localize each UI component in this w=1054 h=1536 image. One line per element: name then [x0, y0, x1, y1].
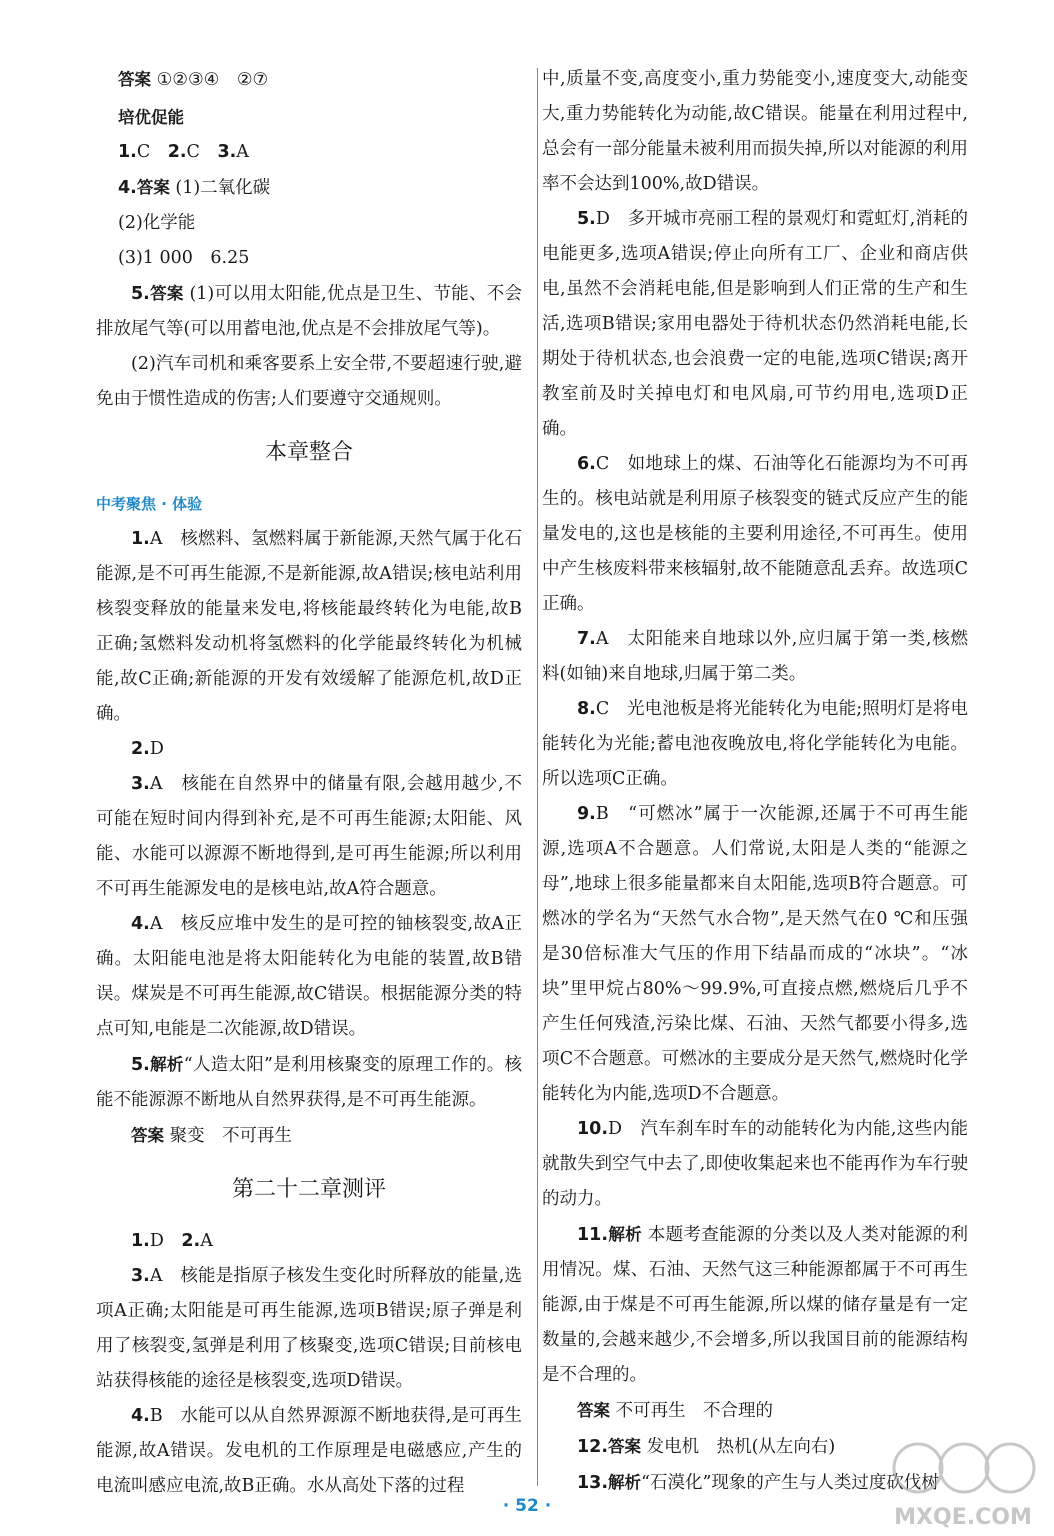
test-answer-4: 4.B 水能可以从自然界源源不断地获得,是可再生能源,故A错误。发电机的工作原理是电磁感应,产生的电流叫感应电流,故B正确。水从高处下落的过程	[96, 1406, 522, 1496]
test-answer-3: 3.A 核能是指原子核发生变化时所释放的能量,选项A正确;太阳能是可再生能源,选项B错误;原子弹是利用了核裂变,氢弹是利用了核聚变,选项C错误;目前核电站获得核能的途径是核裂变,选项D错误。	[96, 1266, 522, 1391]
test-answer-11: 11.解析 本题考查能源的分类以及人类对能源的利用情况。煤、石油、天然气这三种能源都属于不可再生能源,由于煤是不可再生能源,所以煤的储存量是有一定数量的,会越来越少,不会增多,所以我国目前的能源结构是不合理的。	[542, 1225, 969, 1385]
answer-5: 5.答案 (1)可以用太阳能,优点是卫生、节能、不会排放尾气等(可以用蓄电池,优点是不会排放尾气等)。	[96, 284, 523, 339]
watermark-text: MXQE.COM	[894, 1505, 1032, 1530]
answer-4-3: (3)1 000 6.25	[118, 248, 250, 268]
answer-5-2: (2)汽车司机和乘客要系上安全带,不要超速行驶,避免由于惯性造成的伤害;人们要遵守交通规则。	[96, 354, 522, 409]
focus-answer-4: 4.A 核反应堆中发生的是可控的铀核裂变,故A正确。太阳能电池是将太阳能转化为电能的装置,故B错误。煤炭是不可再生能源,故C错误。根据能源分类的特点可知,电能是二次能源,故D错误。	[96, 914, 522, 1039]
test-answer-8: 8.C 光电池板是将光能转化为电能;照明灯是将电能转化为光能;蓄电池夜晚放电,将化学能转化为电能。所以选项C正确。	[542, 699, 968, 789]
answer-4: 4.答案 (1)二氧化碳	[118, 178, 271, 198]
focus-section-title: 中考聚焦 · 体验	[96, 495, 203, 513]
test-answers-1-2: 1.D 2.A	[131, 1231, 213, 1251]
test-answer-9: 9.B “可燃冰”属于一次能源,还属于不可再生能源,选项A不合题意。人们常说,太阳是人类的“能源之母”,地球上很多能量都来自太阳能,选项B符合题意。可燃冰的学名为“天然气水合物”,是天然气在0 ℃和压强是30倍标准大气压的作用下结晶而成的“冰块”。“冰块”里甲烷占80%～99.9%,可直接点燃,燃烧后几乎不产生任何残渣,污染比煤、石油、天然气都要小得多,选项C不合题意。可燃冰的主要成分是天然气,燃烧时化学能转化为内能,选项D不合题意。	[542, 804, 968, 1104]
right-column	[542, 62, 968, 1501]
test-answer-12: 12.答案 发电机 热机(从左向右)	[577, 1437, 836, 1457]
chapter-title-test: 第二十二章测评	[231, 1177, 386, 1202]
focus-answer-3: 3.A 核能在自然界中的储量有限,会越用越少,不可能在短时间内得到补充,是不可再生能源;太阳能、风能、水能可以源源不断地得到,是可再生能源;所以利用不可再生能源发电的是核电站,故A符合题意。	[96, 774, 522, 899]
answer-4-2: (2)化学能	[118, 213, 196, 233]
test-answer-11-final: 答案 不可再生 不合理的	[577, 1401, 774, 1421]
top-answer: 答案 ①②③④ ②⑦	[118, 70, 269, 90]
test-answer-5: 5.D 多开城市亮丽工程的景观灯和霓虹灯,消耗的电能更多,选项A错误;停止向所有工厂、企业和商店供电,虽然不会消耗电能,但是影响到人们正常的生产和生活,选项B错误;家用电器处于待机状态仍然消耗电能,长期处于待机状态,也会浪费一定的电能,选项C错误;离开教室前及时关掉电灯和电风扇,可节约用电,选项D正确。	[542, 209, 968, 439]
test-answer-4-continued: 中,质量不变,高度变小,重力势能变小,速度变大,动能变大,重力势能转化为动能,故C错误。能量在利用过程中,总会有一部分能量未被利用而损失掉,所以对能源的利用率不会达到100%,故D错误。	[542, 69, 968, 194]
chapter-title-summary: 本章整合	[264, 440, 353, 465]
column-divider	[537, 68, 538, 1486]
focus-answer-2: 2.D	[131, 739, 164, 759]
test-answer-10: 10.D 汽车刹车时车的动能转化为内能,这些内能就散失到空气中去了,即使收集起来也不能再作为车行驶的动力。	[542, 1119, 968, 1209]
test-answer-13: 13.解析“石漠化”现象的产生与人类过度砍伐树	[577, 1473, 939, 1493]
focus-answer-1: 1.A 核燃料、氢燃料属于新能源,天然气属于化石能源,是不可再生能源,不是新能源,故A错误;核电站利用核裂变释放的能量来发电,将核能最终转化为电能,故B正确;氢燃料发动机将氢燃料的化学能最终转化为机械能,故C正确;新能源的开发有效缓解了能源危机,故D正确。	[96, 529, 522, 724]
focus-answer-5-final: 答案 聚变 不可再生	[131, 1126, 293, 1146]
focus-answer-5: 5.解析“人造太阳”是利用核聚变的原理工作的。核能不能源源不断地从自然界获得,是不可再生能源。	[96, 1055, 522, 1110]
page-number: · 52 ·	[502, 1496, 552, 1516]
section-title: 培优促能	[118, 108, 184, 127]
answers-1-3: 1.C 2.C 3.A	[118, 142, 249, 162]
test-answer-6: 6.C 如地球上的煤、石油等化石能源均为不可再生的。核电站就是利用原子核裂变的链式反应产生的能量发电的,这也是核能的主要利用途径,不可再生。使用中产生核废料带来核辐射,故不能随意乱丢弃。故选项C正确。	[542, 454, 968, 614]
watermark-logo	[878, 1434, 1048, 1534]
test-answer-7: 7.A 太阳能来自地球以外,应归属于第一类,核燃料(如铀)来自地球,归属于第二类。	[542, 629, 968, 684]
left-column	[96, 62, 522, 1504]
